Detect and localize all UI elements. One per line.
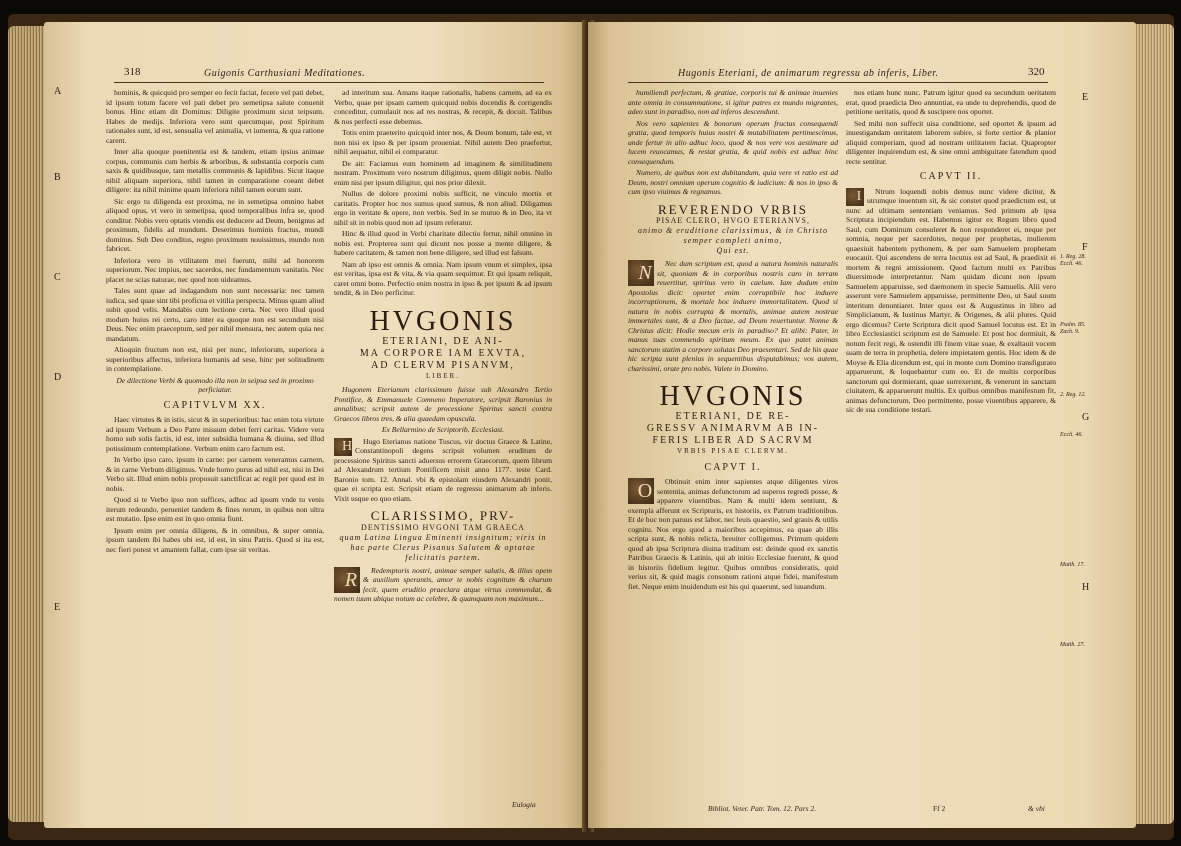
left-column-1	[106, 88, 324, 808]
margin-note: Psalm. 85. Zach. 9.	[1060, 322, 1086, 335]
dedication-line: Qui est.	[716, 246, 750, 255]
source-citation: Ex Bellarmino de Scriptorib. Ecclesiast.	[381, 425, 505, 434]
paragraph: humiliendi perfectum, & gratiae, corporis tui & animae inuenies ante omnia in consummatione, si igitur patres ex mundo migrantes, adeo sunt in paradiso, non ad inferos descendunt.	[628, 88, 838, 116]
margin-letter: B	[54, 172, 61, 183]
left-column-2	[334, 88, 552, 824]
margin-note: Eccli. 46.	[1060, 432, 1083, 438]
title-line: HVGONIS	[369, 305, 517, 337]
page-footer: Bibliot. Veter. Patr. Tom. 12. Pars 2.	[708, 804, 817, 813]
paragraph: Totis enim praeterito quicquid inter nos, & Deum bonum, tale est, vt non nisi ex ipso & per ipsum proueniat. Nihil autem Deo praefertur, nihil aequatur, nihil ei comparatur.	[334, 128, 552, 156]
chapter-heading: CAPITVLVM XX.	[163, 399, 267, 411]
paragraph: nos etiam hunc nunc. Patrum igitur quod ea secundum ueritatem erat, quod praedicta Deo annuntiat, ea unde tu deprehendis, quod de petitione ueritatis, quod & suscipere nos oportet.	[846, 88, 1056, 116]
paragraph	[628, 477, 838, 591]
dedication-line: quam Latina Lingua Eminenti insignitum; viris in hac parte Clerus Pisanus Salutem & optatae felicitatis partem.	[339, 532, 547, 562]
margin-letter: C	[54, 272, 61, 283]
right-column-1	[628, 88, 838, 818]
title-line: ETERIANI, DE RE-	[675, 411, 791, 422]
open-book	[8, 14, 1174, 840]
paragraph: Nam ab ipso est omnis & omnia. Nam ipsum vnum et simplex, ipsa est veritas, ipsa est & vita, & via quam sequimur. Et qui ipsam reliquit, caret omni bono. Perfectio enim nostra in ipso & per ipsum & ad ipsum tendit, & in Deo perficitur.	[334, 259, 552, 297]
title-line: FERIS LIBER AD SACRVM	[652, 435, 814, 446]
right-page-edges	[1132, 24, 1174, 824]
intro-note: Hugonem Eterianum clarissimum fuisse sub Alexandro Tertio Pontifice, & Emmanuele Comneno Imperatore, scripsit Baronius in annalibus; scripsit autem de processione Spiritus sancti contra Graecos libros tres, & alia quaedam opuscula.	[334, 385, 552, 423]
chapter-heading: CAPVT II.	[919, 171, 983, 182]
paragraph	[628, 259, 838, 373]
title-line: AD CLERVM PISANVM,	[371, 359, 515, 371]
paragraph: Sed mihi non suffecit uisa conditione, sed oportet & ipsum ad inuestigandam ueritatem laborem subire, si forte certior & planior aliquid comperiam, quod ad nostram utilitatem faciat. Quapropter diligenter inquirendum est, & sine omni ambiguitate fatendum quod recte sentitur.	[846, 118, 1056, 166]
margin-letter: H	[1082, 582, 1090, 593]
title-line: ETERIANI, DE ANI-	[382, 335, 504, 347]
right-header-rule	[628, 82, 1048, 83]
drop-cap: N	[628, 260, 654, 286]
margin-letter: E	[1082, 92, 1089, 103]
dedication-line: animo & eruditione clarissimus, & in Christo semper completi animo,	[637, 226, 828, 245]
title-line: GRESSV ANIMARVM AB IN-	[646, 423, 820, 434]
margin-note: Matth. 17.	[1060, 562, 1085, 568]
paragraph: Inferiora vero in vtilitatem mei fuerunt, mihi ad honorem superiorum. Nec impius, nec sacerdos, nec fundamentum vanitatis. Nec placet ne scias naturae, nec quod non uideamus.	[106, 255, 324, 284]
dedication-heading: REVERENDO VRBIS	[657, 201, 809, 217]
catchword: Eulogia	[512, 800, 536, 809]
left-page-edges	[8, 26, 48, 822]
left-page-number: 318	[124, 66, 141, 78]
paragraph: hominis, & quicquid pro semper eo fecit faciat, fecere vel pati debet, id ipsum totum facere vel pati debet pro semetipsa salute conuenit bonus. Hinc etiam dit Dominus: Diligite proximum sicut teipsum. Habes de medijs. Inferiora vero sunt quecumque, post Spiritum rationales sunt, id est, sensualia vel animalia, vt iumenta, & qua ratione carent.	[106, 88, 324, 145]
paragraph	[846, 187, 1056, 415]
paragraph: Haec virtutes & in istis, sicut & in superioribus: hac enim tota virtute ad ipsum Verbum a Deo Patre missum debet ferri caritas. Videre vera homo sub solis factis, id est, inter subsidia humana & diuina, sed illud potissimum contemplatione. Verbum enim caro factum est.	[106, 415, 324, 453]
right-page-number: 320	[1028, 66, 1045, 78]
left-running-head: Guigonis Carthusiani Meditationes.	[204, 68, 366, 79]
margin-note: 1. Reg. 28. Eccli. 46.	[1060, 254, 1086, 267]
margin-letter: D	[54, 372, 62, 383]
right-running-head: Hugonis Eteriani, de animarum regressu ab inferis, Liber.	[678, 68, 939, 79]
right-margin-letters	[1058, 22, 1098, 822]
dedication-line: PISAE CLERO, HVGO ETERIANVS,	[656, 216, 810, 225]
margin-letter: A	[54, 86, 62, 97]
chapter-rubric: De dilectione Verbi & quomodo illa non in seipsa sed in proximo perficiatur.	[116, 375, 314, 394]
dedication-line: DENTISSIMO HVGONI TAM GRAECA	[361, 522, 525, 532]
paragraph	[334, 566, 552, 604]
left-header-rule	[114, 82, 544, 83]
paragraph: ad interitum sua. Amans itaque rationalis, habens carnem, ad ea ex Verbo, quae per ipsam carnem quicquid nobis docendis & corrigendis conceditur, cumulauit nos ad res nostras, & recepit, & docuit. Talibus & nos perfecti esse debemus.	[334, 88, 552, 126]
margin-note: Matth. 27.	[1060, 642, 1085, 648]
book-title	[334, 305, 552, 382]
right-page	[588, 22, 1136, 828]
book-title	[628, 383, 838, 457]
signature-mark: Ff 2	[933, 804, 946, 813]
paragraph: Alioquin fructum non est, nisi per nunc, inferiorum, superiora a superioribus affectus, inferiora humanis ad sese, hinc per solitudinem in contemplatione.	[106, 345, 324, 373]
paragraph: Hinc & illud quod in Verbi charitate dilectio fertur, nihil omnino in nobis est. Propterea sunt qui dicunt nos posse a mente diligere, & habere caritatem, & tamen non bene diligere, sed illud est falsum.	[334, 229, 552, 257]
title-line: HVGONIS	[659, 381, 807, 412]
paragraph-text: Redemptoris nostri, animae semper salutis, & illius opem & auxilium sperantis, amor te nobis cognitum & charum fecit, quem eruditio praeclara atque virtus commendat, & nomen tuum ubique notum ac celebre, & quamquam non maximum...	[334, 565, 552, 603]
paragraph-text: Nec dum scriptum est, quod a natura hominis naturalis sit, quoniam & in corporibus nostris caro in terram reuertitur, spiritus vero in caelum. Iam dudum enim Apostolus dicit: oportet enim corruptibile hoc induere incorruptionem, & mortale hoc induere immortalitatem. Quod si natura in nobis corrupta & mortalis, animae autem nostrae immortales sunt, & a Deo factae, ad Deum reuertuntur. Nonne & Christus dicit: Hodie mecum eris in paradiso? Et alibi: Pater, in manus tuas commendo spiritum meum. Ex quo patet animas sanctorum statim a corpore solutas Deo praesentari. Sed de his quae hic scripta sunt plenius in sequentibus disputabimus; vos autem, charissimi, orate pro nobis. Valete in Domino.	[628, 259, 838, 373]
drop-cap: R	[334, 567, 360, 593]
paragraph: Sic ergo tu diligenda est proxima, ne in semetipsa omnino habet aliquod opus, vt vero in semetipsa, quod temporalibus infra se, quod conditur. Nobis vero optatis vtendis est deducere ad Deum, benignus ad proximum, fidelis ad mundum. Deserimus hominis fractus, mundi dominus. Sub Deo conditus, regno proximum nouissimus, mundo non fabricet.	[106, 196, 324, 253]
title-line: LIBER.	[426, 371, 460, 380]
paragraph-text: Ntrum loquendi nobis demus nunc videre dicitur, & utrumque inuentum sit, & sic constet quod praedictum est, ut nunc ad ultimam sententiam veniamus. Sed primum ab ipsa Scriptura incipiendum est. Habemus igitur ex Regum libro quod Saul, cum Dominum consuleret & non responderet ei, neque per somnia, neque per sacerdotes, neque per prophetas, mulierem quaesiuit habentem pythonem, & per eam Samuelem prophetam euocauit. Qui ascendens de terra locutus est ad Saul, & praedixit ei mortem & regni amissionem. Quod factum multi ex Patribus diuersimode interpretantur. Nam quidam dicunt non ipsum Samuelem apparuisse, sed daemonem in specie Samuelis. Alii vero asserunt vere Samuelem apparuisse, permittente Deo, ut Saul suum interitum denuntiaret. Inter quos est & Augustinus in libro ad Simplicianum, & Iustinus Martyr, & Origenes, & alii plures. Quid ergo dicemus? Certe Scriptura dicit quod Samuel locutus est. Et in libro Ecclesiastici scriptum est de Samuele: Et post hoc dormiuit, & notum fecit regi, & ostendit illi finem vitae suae, & exaltauit vocem suam de terra in prophetia, delere impietatem gentis. Hoc idem & de Moyse & Elia dicendum est, qui in monte cum Domino transfigurato apparuerunt, & loquebantur cum eo. Et de multis corporibus sanctorum qui dormierant, quae surrexerunt, & venerunt in sanctam ciuitatem, & apparuerunt multis. Ex quibus omnibus manifestum fit, animas defunctorum, Deo permittente, posse viuentibus apparere, & sic de sua conditione testari.	[846, 186, 1056, 414]
title-line: MA CORPORE IAM EXVTA,	[359, 347, 527, 359]
margin-note: 2. Reg. 12.	[1060, 392, 1086, 398]
margin-letter: E	[54, 602, 61, 613]
paragraph	[334, 437, 552, 504]
margin-letter: F	[1082, 242, 1088, 253]
left-page	[44, 22, 584, 828]
paragraph-text: Obtinuit enim inter sapientes atque diligentes viros sententia, animas defunctorum ad superos regredi posse, & apparere viuentibus. Nam & multi idem sentiunt, & exempla afferunt ex Scripturis, ex historiis, ex Patrum traditionibus. Et de hoc non paruus est labor, nec leuis quaestio, sed grauis & utilis cognitu. Nos ergo quod a maioribus accepimus, ea quae ab illis scripta sunt, & nobis relicta, breuiter colligemus. Primum quidem quod ab ipsa Scriptura diuina traditum est: deinde quod ex sanctis Patribus Graecis & Latinis, qui ab initio Ecclesiae fuerunt, & quod in historiis fidelium legitur. Quibus omnibus consideratis, quid verius sit, & quid magis consonum rationi atque fidei, manifestum fiet. Neque enim inuidendum est his qui quaerunt, sed iuuandum.	[628, 477, 838, 591]
catchword: & vbi	[1028, 804, 1045, 813]
right-column-2	[846, 88, 1056, 818]
margin-letter: G	[1082, 412, 1090, 423]
paragraph: Nos vero sapientes & bonorum operum fructus consequendi gratia, quod temporis huius nostri & mutabilitatem pertimescimus, unde fertur in alio adhuc loco, quod & nos vere vos aestimare ad lucem reuocamus, & restat gratia, & quid nobis est adhuc hinc consequendum.	[628, 118, 838, 166]
drop-cap: I	[846, 188, 864, 206]
paragraph: Inter alia quoque poenitentia est & tandem, etiam ipsius animae corpus, communis cum herbis & arboribus, & substantia corporis cum saxis & quidibusque, tam metallis communis & lapidibus. Sicut itaque nihil aliquam superiora, nihil tamen in comparatione coeant debet diligere: ita nihil minime quam inferiora nihil tamen eorum sunt.	[106, 147, 324, 194]
drop-cap: H	[334, 438, 352, 456]
paragraph: Quod si te Verbo ipso non suffices, adhuc ad ipsum vnde tu venis iterum redeundo, perueniet tandem & fines rerum, in quibus non ultra est mutatio. Ipse enim est in quo omnia fiunt.	[106, 495, 324, 523]
paragraph: De ait: Faciamus eum hominem ad imaginem & similitudinem nostram. Proximum vero nostrum diligimus, quem diligit nobis. Nullo enim nisi per ipsum diligitur, qui nos prior dilexit.	[334, 158, 552, 187]
paragraph: Tales sunt quae ad indagandum non sunt necessaria: nec tamen iudica, sed quae sint tibi proficua et vitilia perspecta. Minus quam aliud subit quod velis. Mandabis cum lectione certa. Nec vero illud quod modum huius rei certo, caro inter ea quoque non est secundum nisi Deus. Nec enim praeceptum, sed per nihil mensura, nec autem quia nec mandatum.	[106, 286, 324, 343]
paragraph: In Verbo ipso caro, ipsum in carne: per carnem veneramus carnem, & in carne Verbum diligimus. Vnde homo purus ad nihil est, nisi in Dei Verbo sit. Illud enim nobis proposuit sanctificat ac regit per quod est in nobis.	[106, 455, 324, 493]
paragraph: Nullus de dolore proximi nobis sufficit, ne vinculo mortis et caritatis. Propter hoc nos sumus quod sumus, & non aliud. Diligamus ergo in veritate & opere, non verbis. Sed in se mutuo & in Deo, ita vt nihil sit in nobis quod non ad ipsum referatur.	[334, 189, 552, 227]
paragraph-text: Hugo Eterianus natione Tuscus, vir doctus Graece & Latine, Constantinopoli degens scripsit volumen eruditum de processione Spiritus sancti aduersus errorem Graecorum, quem librum ad Alexandrum tertium Pontificem misit anno 1177. teste Card. Baronio tom. 12. Annal. vbi & epistolam eiusdem Alexandri ponit, quae ei scripta est. Scripsit etiam de regressu animarum ab inferis. Vixit usque eo quo etiam.	[334, 436, 552, 503]
paragraph: Ipsum enim per omnia diligens, & in omnibus, & super omnia, ipsum tandem ibi habes ubi est, id est, in sinu Patris. Quod si ita est, nec fieri potest vt amantem fallat, cum ipse sit veritas.	[106, 525, 324, 554]
chapter-heading: CAPVT I.	[704, 461, 762, 473]
title-line: VRBIS PISAE CLERVM.	[677, 447, 789, 455]
drop-cap: O	[628, 478, 654, 504]
paragraph: Numero, de quibus non est dubitandum, quia vere vt ratio est ad Deum, nostri omnium operum cognitio & iudicium: & nos in ipso & cum ipso viuimus & regnamus.	[628, 168, 838, 196]
dedication-heading: CLARISSIMO, PRV-	[370, 508, 516, 523]
left-margin-letters	[44, 22, 74, 822]
